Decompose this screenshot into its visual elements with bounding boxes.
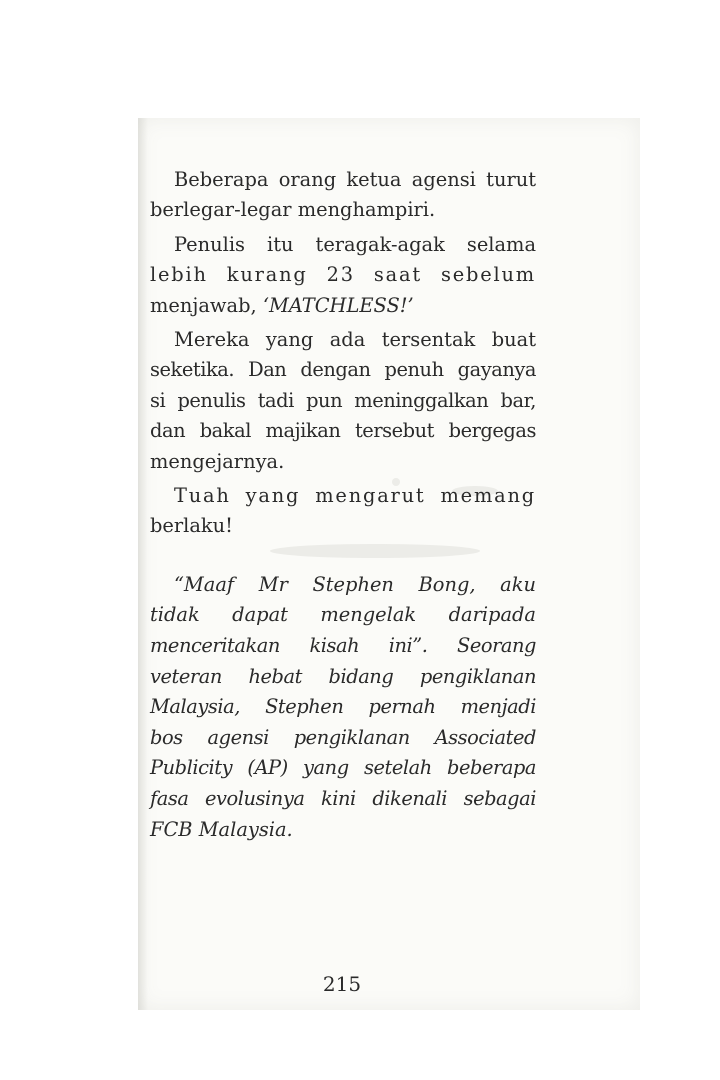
note-line: veteran hebat bidang pengiklanan	[150, 664, 536, 688]
text-line: Beberapa orang ketua agensi turut	[174, 168, 536, 191]
note-line: Publicity (AP) yang setelah beberapa	[150, 756, 536, 780]
note-line: menceritakan kisah ini”. Seorang	[150, 634, 536, 658]
author-note	[150, 570, 536, 845]
paragraph-2	[150, 230, 536, 321]
text-line: berlaku!	[150, 514, 233, 538]
text-fragment: menjawab,	[150, 293, 263, 317]
text-line: Mereka yang ada tersentak buat	[174, 328, 536, 352]
paragraph-4	[150, 481, 536, 542]
note-line: tidak dapat mengelak daripada	[150, 603, 536, 627]
emphasis-text: ‘MATCHLESS!’	[262, 293, 414, 317]
note-line: FCB Malaysia.	[150, 817, 293, 841]
text-line: Penulis itu teragak-agak selama	[174, 232, 536, 256]
text-line: seketika. Dan dengan penuh gayanya	[150, 358, 536, 382]
paragraph-3	[150, 325, 536, 477]
text-line: dan bakal majikan tersebut bergegas	[150, 419, 536, 443]
page-number: 215	[322, 972, 362, 996]
text-line: mengejarnya.	[150, 449, 285, 473]
text-line: berlegar-legar menghampiri.	[150, 198, 436, 222]
note-line: bos agensi pengiklanan Associated	[150, 725, 536, 749]
note-line: Malaysia, Stephen pernah menjadi	[150, 695, 536, 719]
text-line: si penulis tadi pun meninggalkan bar,	[150, 388, 536, 412]
note-line: fasa evolusinya kini dikenali sebagai	[150, 787, 536, 811]
note-line: “Maaf Mr Stephen Bong, aku	[174, 572, 536, 596]
text-line	[150, 291, 536, 321]
body-text	[150, 165, 536, 845]
text-line: Tuah yang mengarut memang	[174, 484, 536, 508]
paragraph-1	[150, 165, 536, 226]
text-line: lebih kurang 23 saat sebelum	[150, 263, 536, 287]
paragraph-gap	[150, 542, 536, 570]
